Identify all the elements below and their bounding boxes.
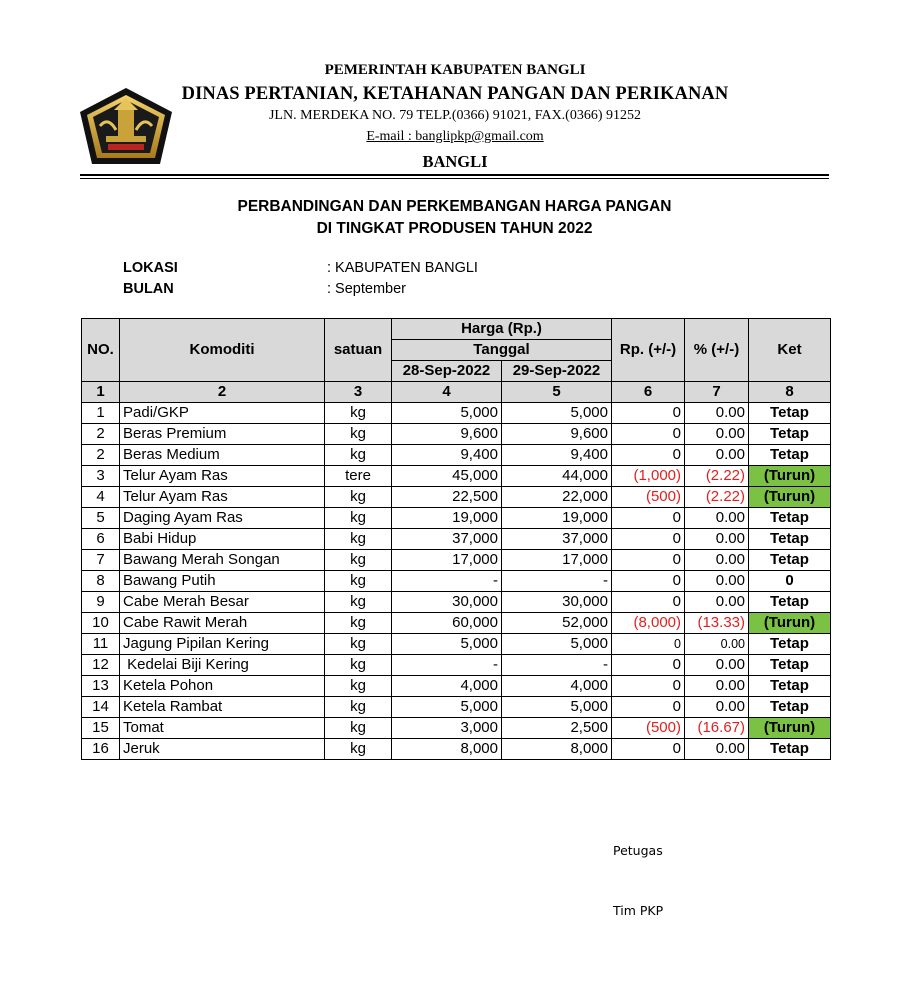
- header-harga: Harga (Rp.): [392, 319, 612, 340]
- cell-ket: (Turun): [749, 466, 831, 487]
- cell-price-1: 9,400: [392, 445, 502, 466]
- cell-pct: 0.00: [685, 592, 749, 613]
- letterhead-city: BANGLI: [422, 152, 488, 171]
- cell-ket: (Turun): [749, 718, 831, 739]
- cell-rp: 0: [612, 403, 685, 424]
- cell-price-2: 4,000: [502, 676, 612, 697]
- cell-rp: 0: [612, 508, 685, 529]
- cell-satuan: kg: [325, 739, 392, 760]
- cell-price-2: 22,000: [502, 487, 612, 508]
- table-row: [82, 613, 831, 634]
- cell-pct: 0.00: [685, 424, 749, 445]
- cell-ket: Tetap: [749, 739, 831, 760]
- col-number-7: 7: [685, 382, 749, 403]
- cell-price-2: 52,000: [502, 613, 612, 634]
- header-no: NO.: [82, 319, 120, 382]
- cell-satuan: kg: [325, 571, 392, 592]
- cell-rp: (500): [612, 487, 685, 508]
- header-rp: Rp. (+/-): [612, 319, 685, 382]
- cell-rp: 0: [612, 697, 685, 718]
- cell-price-2: -: [502, 571, 612, 592]
- cell-price-1: -: [392, 571, 502, 592]
- cell-price-1: 37,000: [392, 529, 502, 550]
- cell-komoditi: Beras Premium: [120, 424, 325, 445]
- cell-ket: 0: [749, 571, 831, 592]
- cell-price-2: -: [502, 655, 612, 676]
- cell-rp: 0: [612, 550, 685, 571]
- cell-ket: Tetap: [749, 424, 831, 445]
- header-tanggal: Tanggal: [392, 340, 612, 361]
- cell-price-2: 2,500: [502, 718, 612, 739]
- cell-satuan: kg: [325, 487, 392, 508]
- cell-satuan: kg: [325, 424, 392, 445]
- cell-satuan: kg: [325, 655, 392, 676]
- cell-satuan: kg: [325, 550, 392, 571]
- cell-no: 6: [82, 529, 120, 550]
- table-row: [82, 634, 831, 655]
- col-number-1: 1: [82, 382, 120, 403]
- cell-ket: Tetap: [749, 676, 831, 697]
- cell-no: 3: [82, 466, 120, 487]
- cell-price-1: 3,000: [392, 718, 502, 739]
- cell-price-1: 8,000: [392, 739, 502, 760]
- cell-satuan: kg: [325, 403, 392, 424]
- cell-komoditi: Bawang Putih: [120, 571, 325, 592]
- cell-pct: 0.00: [685, 445, 749, 466]
- cell-satuan: kg: [325, 676, 392, 697]
- cell-komoditi: Tomat: [120, 718, 325, 739]
- cell-komoditi: Babi Hidup: [120, 529, 325, 550]
- cell-komoditi: Bawang Merah Songan: [120, 550, 325, 571]
- cell-pct: 0.00: [685, 529, 749, 550]
- cell-price-2: 8,000: [502, 739, 612, 760]
- cell-rp: 0: [612, 571, 685, 592]
- table-row: [82, 571, 831, 592]
- cell-pct: 0.00: [685, 655, 749, 676]
- cell-no: 10: [82, 613, 120, 634]
- cell-price-2: 5,000: [502, 634, 612, 655]
- cell-price-1: 45,000: [392, 466, 502, 487]
- cell-price-1: -: [392, 655, 502, 676]
- cell-rp: (8,000): [612, 613, 685, 634]
- cell-rp: 0: [612, 424, 685, 445]
- cell-rp: 0: [612, 739, 685, 760]
- table-row: [82, 529, 831, 550]
- table-row: [82, 592, 831, 613]
- cell-pct: (2.22): [685, 466, 749, 487]
- cell-price-2: 9,400: [502, 445, 612, 466]
- col-number-2: 2: [120, 382, 325, 403]
- table-row: [82, 550, 831, 571]
- cell-pct: 0.00: [685, 634, 749, 655]
- cell-komoditi: Telur Ayam Ras: [120, 466, 325, 487]
- cell-rp: 0: [612, 655, 685, 676]
- cell-ket: Tetap: [749, 445, 831, 466]
- price-table: [81, 318, 831, 760]
- cell-rp: 0: [612, 529, 685, 550]
- cell-komoditi: Beras Medium: [120, 445, 325, 466]
- cell-komoditi: Ketela Rambat: [120, 697, 325, 718]
- table-row: [82, 403, 831, 424]
- col-number-8: 8: [749, 382, 831, 403]
- table-row: [82, 445, 831, 466]
- letterhead-rule-thick: [80, 174, 829, 176]
- cell-ket: (Turun): [749, 487, 831, 508]
- cell-ket: Tetap: [749, 403, 831, 424]
- cell-komoditi: Cabe Rawit Merah: [120, 613, 325, 634]
- email-text: E-mail : banglipkp@gmail.com: [366, 129, 544, 144]
- cell-price-1: 19,000: [392, 508, 502, 529]
- cell-komoditi: Kedelai Biji Kering: [120, 655, 325, 676]
- cell-price-1: 5,000: [392, 634, 502, 655]
- cell-price-2: 19,000: [502, 508, 612, 529]
- col-number-6: 6: [612, 382, 685, 403]
- cell-ket: Tetap: [749, 634, 831, 655]
- cell-pct: 0.00: [685, 571, 749, 592]
- cell-price-2: 30,000: [502, 592, 612, 613]
- signature-name: Tim PKP: [613, 903, 664, 918]
- cell-pct: 0.00: [685, 676, 749, 697]
- cell-komoditi: Ketela Pohon: [120, 676, 325, 697]
- cell-komoditi: Jagung Pipilan Kering: [120, 634, 325, 655]
- cell-pct: 0.00: [685, 739, 749, 760]
- cell-ket: Tetap: [749, 550, 831, 571]
- cell-price-1: 17,000: [392, 550, 502, 571]
- cell-pct: 0.00: [685, 550, 749, 571]
- cell-satuan: kg: [325, 592, 392, 613]
- table-row: [82, 655, 831, 676]
- cell-satuan: kg: [325, 529, 392, 550]
- cell-no: 7: [82, 550, 120, 571]
- cell-price-1: 9,600: [392, 424, 502, 445]
- letterhead-address: JLN. MERDEKA NO. 79 TELP.(0366) 91021, FAX.(0366) 91252: [268, 108, 642, 123]
- table-row: [82, 697, 831, 718]
- cell-ket: (Turun): [749, 613, 831, 634]
- cell-satuan: tere: [325, 466, 392, 487]
- cell-satuan: kg: [325, 508, 392, 529]
- cell-no: 2: [82, 424, 120, 445]
- cell-rp: 0: [612, 634, 685, 655]
- cell-price-1: 4,000: [392, 676, 502, 697]
- cell-price-1: 5,000: [392, 403, 502, 424]
- report-subtitle: DI TINGKAT PRODUSEN TAHUN 2022: [316, 220, 593, 237]
- cell-price-1: 5,000: [392, 697, 502, 718]
- table-row: [82, 718, 831, 739]
- cell-price-1: 30,000: [392, 592, 502, 613]
- table-row: [82, 424, 831, 445]
- cell-price-2: 5,000: [502, 697, 612, 718]
- bulan-label: BULAN: [123, 281, 174, 297]
- cell-price-2: 9,600: [502, 424, 612, 445]
- bulan-value: : September: [327, 281, 406, 297]
- cell-no: 8: [82, 571, 120, 592]
- cell-pct: (16.67): [685, 718, 749, 739]
- cell-rp: 0: [612, 592, 685, 613]
- cell-komoditi: Jeruk: [120, 739, 325, 760]
- table-row: [82, 739, 831, 760]
- cell-no: 16: [82, 739, 120, 760]
- cell-ket: Tetap: [749, 529, 831, 550]
- cell-pct: (2.22): [685, 487, 749, 508]
- cell-no: 11: [82, 634, 120, 655]
- col-number-3: 3: [325, 382, 392, 403]
- cell-pct: 0.00: [685, 697, 749, 718]
- cell-ket: Tetap: [749, 508, 831, 529]
- cell-no: 15: [82, 718, 120, 739]
- cell-price-1: 60,000: [392, 613, 502, 634]
- cell-komoditi: Cabe Merah Besar: [120, 592, 325, 613]
- letterhead-email: [130, 129, 780, 145]
- cell-no: 4: [82, 487, 120, 508]
- cell-rp: 0: [612, 676, 685, 697]
- lokasi-label: LOKASI: [123, 260, 178, 276]
- report-title: PERBANDINGAN DAN PERKEMBANGAN HARGA PANGAN: [237, 198, 672, 215]
- cell-ket: Tetap: [749, 655, 831, 676]
- col-number-5: 5: [502, 382, 612, 403]
- header-pct: % (+/-): [685, 319, 749, 382]
- cell-satuan: kg: [325, 613, 392, 634]
- cell-no: 13: [82, 676, 120, 697]
- cell-no: 14: [82, 697, 120, 718]
- cell-price-2: 44,000: [502, 466, 612, 487]
- cell-komoditi: Padi/GKP: [120, 403, 325, 424]
- header-date-1: 28-Sep-2022: [392, 361, 502, 382]
- table-row: [82, 466, 831, 487]
- cell-no: 12: [82, 655, 120, 676]
- cell-price-1: 22,500: [392, 487, 502, 508]
- cell-satuan: kg: [325, 445, 392, 466]
- cell-price-2: 17,000: [502, 550, 612, 571]
- table-row: [82, 487, 831, 508]
- cell-komoditi: Daging Ayam Ras: [120, 508, 325, 529]
- cell-pct: (13.33): [685, 613, 749, 634]
- cell-rp: 0: [612, 445, 685, 466]
- cell-rp: (1,000): [612, 466, 685, 487]
- column-number-row: [82, 382, 831, 403]
- cell-rp: (500): [612, 718, 685, 739]
- cell-komoditi: Telur Ayam Ras: [120, 487, 325, 508]
- cell-satuan: kg: [325, 634, 392, 655]
- cell-ket: Tetap: [749, 592, 831, 613]
- cell-no: 5: [82, 508, 120, 529]
- header-date-2: 29-Sep-2022: [502, 361, 612, 382]
- cell-no: 9: [82, 592, 120, 613]
- letterhead-agency: DINAS PERTANIAN, KETAHANAN PANGAN DAN PERIKANAN: [181, 84, 729, 104]
- cell-no: 1: [82, 403, 120, 424]
- lokasi-value: : KABUPATEN BANGLI: [327, 260, 478, 276]
- col-number-4: 4: [392, 382, 502, 403]
- letterhead-government: PEMERINTAH KABUPATEN BANGLI: [324, 62, 586, 78]
- cell-satuan: kg: [325, 697, 392, 718]
- cell-pct: 0.00: [685, 403, 749, 424]
- letterhead-rule-thin: [80, 178, 829, 179]
- cell-price-2: 37,000: [502, 529, 612, 550]
- cell-ket: Tetap: [749, 697, 831, 718]
- cell-price-2: 5,000: [502, 403, 612, 424]
- signature-role: Petugas: [613, 843, 663, 858]
- cell-no: 2: [82, 445, 120, 466]
- cell-pct: 0.00: [685, 508, 749, 529]
- table-row: [82, 508, 831, 529]
- header-satuan: satuan: [325, 319, 392, 382]
- table-row: [82, 676, 831, 697]
- header-ket: Ket: [749, 319, 831, 382]
- header-komoditi: Komoditi: [120, 319, 325, 382]
- cell-satuan: kg: [325, 718, 392, 739]
